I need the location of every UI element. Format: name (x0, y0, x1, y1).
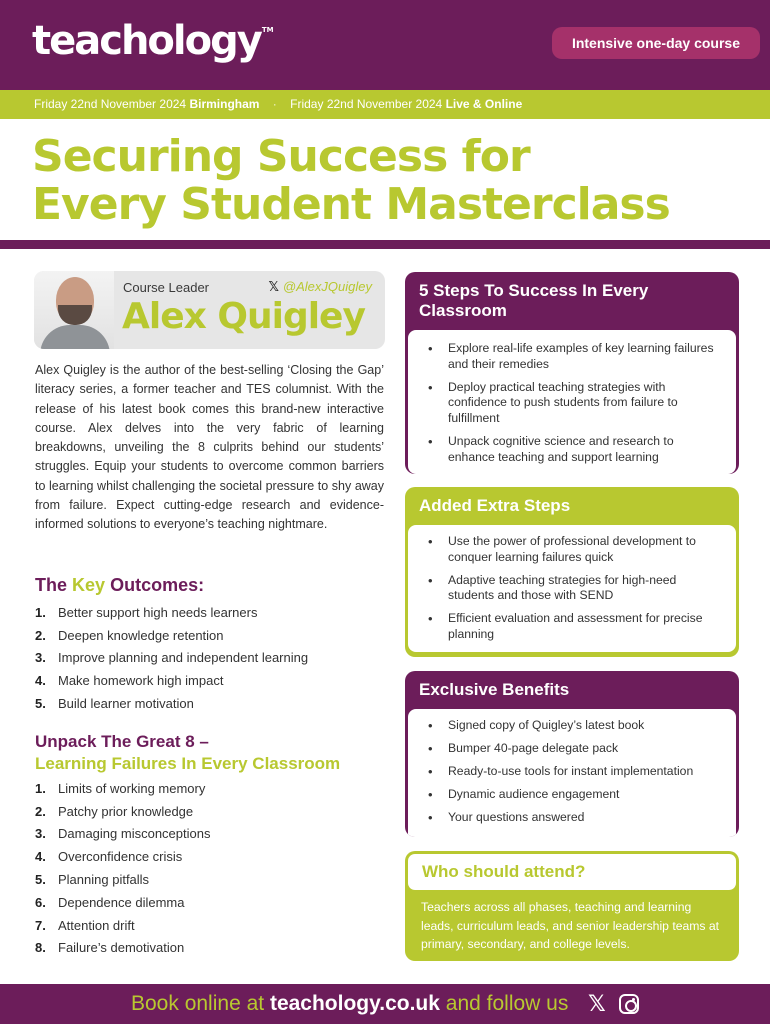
list-item (35, 800, 210, 823)
teachology-logo[interactable] (32, 18, 274, 64)
twitter-handle: @AlexJQuigley (282, 279, 372, 294)
location-birmingham: Birmingham (189, 97, 260, 111)
leader-name: Alex Quigley (122, 296, 365, 337)
course-leader-card (34, 271, 385, 349)
leader-bio: Alex Quigley is the author of the best-selling ‘Closing the Gap’ literacy series, a former teacher and TES columnist. With the release of his latest book comes this brand-new interactive course. Alex delves into the very fabric of learning breakdowns, unveiling the 8 culprits behind our students’ struggles. Equip your students to overcome common barriers to learning whilst challenging the societal pressure to shy away from failure. Expect cutting-edge research and evidence-informed solutions to everyone’s teaching nightmare. (35, 363, 384, 532)
list-item: • Efficient evaluation and assessment for precise planning (426, 611, 722, 642)
date-online: Friday 22nd November 2024 (290, 97, 443, 111)
list-item: • Your questions answered (426, 810, 722, 826)
list-item (35, 647, 308, 670)
twitter-handle-link[interactable] (268, 279, 372, 295)
item-number: 4. (35, 849, 46, 865)
location-online: Live & Online (445, 97, 523, 111)
key-outcomes-heading (35, 575, 204, 596)
list-item (35, 868, 210, 891)
item-text: Attention drift (58, 917, 135, 933)
list-item (35, 914, 210, 937)
added-extra-steps-heading: Added Extra Steps (419, 496, 571, 515)
list-item (35, 891, 210, 914)
item-text: Planning pitfalls (58, 872, 150, 888)
list-item (35, 823, 210, 846)
logo-text: teachology (32, 18, 261, 64)
item-number: 6. (35, 894, 46, 910)
item-number: 1. (35, 604, 46, 620)
list-item (35, 777, 210, 800)
date-birmingham: Friday 22nd November 2024 (34, 97, 187, 111)
footer-bar (0, 984, 770, 1024)
who-should-attend-text: Teachers across all phases, teaching and learning leads, curriculum leads, and senior leadership teams at primary, secondary, and college levels. (421, 900, 720, 951)
exclusive-benefits-box (405, 671, 739, 837)
item-number: 2. (35, 803, 46, 819)
list-item: • Dynamic audience engagement (426, 787, 722, 803)
list-item (35, 845, 210, 868)
great-8-list (35, 777, 210, 959)
item-text: Limits of working memory (58, 780, 206, 796)
great-8-heading-line-2: Learning Failures In Every Classroom (35, 754, 341, 773)
date-bar (0, 90, 770, 119)
heading-the: The (35, 575, 68, 595)
leader-photo (34, 271, 114, 349)
list-item (35, 669, 308, 692)
item-number: 1. (35, 780, 46, 796)
item-text: Build learner motivation (58, 696, 194, 712)
exclusive-benefits-body (408, 709, 736, 837)
item-number: 3. (35, 650, 46, 666)
item-number: 4. (35, 673, 46, 689)
five-steps-box (405, 272, 739, 474)
list-item: • Use the power of professional development to conquer learning failures quick (426, 534, 722, 565)
date-separator: · (272, 97, 277, 111)
exclusive-benefits-heading: Exclusive Benefits (419, 680, 570, 699)
list-item (35, 692, 308, 715)
item-text: Better support high needs learners (58, 604, 258, 620)
title-divider (0, 240, 770, 249)
booking-pre: Book online at (131, 992, 265, 1015)
who-should-attend-box (405, 851, 739, 961)
list-item: • Adaptive teaching strategies for high-need students and those with SEND (426, 573, 722, 604)
five-steps-heading: 5 Steps To Success In Every Classroom (419, 281, 649, 320)
item-text: Patchy prior knowledge (58, 803, 194, 819)
list-item: • Ready-to-use tools for instant implementation (426, 764, 722, 780)
logo-trademark: TM (261, 26, 274, 34)
who-should-attend-heading: Who should attend? (408, 854, 736, 890)
key-outcomes-list (35, 601, 308, 715)
added-extra-steps-box (405, 487, 739, 657)
five-steps-body (408, 330, 736, 474)
item-number: 8. (35, 940, 46, 956)
added-extra-steps-body (408, 525, 736, 652)
great-8-heading-line-1: Unpack The Great 8 – (35, 732, 209, 751)
item-text: Deepen knowledge retention (58, 627, 224, 643)
great-8-heading (35, 731, 340, 775)
item-text: Improve planning and independent learning (58, 650, 309, 666)
page-title (32, 133, 670, 229)
title-line-2: Every Student Masterclass (32, 179, 670, 230)
item-number: 5. (35, 696, 46, 712)
booking-post: and follow us (445, 992, 569, 1015)
item-text: Failure’s demotivation (58, 940, 185, 956)
heading-outcomes: Outcomes: (110, 575, 205, 595)
x-icon: 𝕏 (268, 279, 279, 294)
list-item: • Bumper 40-page delegate pack (426, 741, 722, 757)
item-number: 5. (35, 872, 46, 888)
course-leader-label: Course Leader (123, 280, 209, 295)
instagram-icon[interactable] (619, 994, 639, 1014)
list-item: • Explore real-life examples of key learning failures and their remedies (426, 341, 722, 372)
list-item: • Signed copy of Quigley’s latest book (426, 718, 722, 734)
list-item: • Deploy practical teaching strategies with confidence to push students from failure to fulfillment (426, 380, 722, 427)
course-type-badge: Intensive one-day course (552, 27, 760, 59)
list-item (35, 624, 308, 647)
item-text: Dependence dilemma (58, 894, 185, 910)
website-link[interactable]: teachology.co.uk (269, 992, 440, 1015)
x-social-icon[interactable]: 𝕏 (588, 991, 606, 1016)
item-number: 2. (35, 627, 46, 643)
list-item: • Unpack cognitive science and research to enhance teaching and support learning (426, 434, 722, 465)
list-item (35, 937, 210, 960)
list-item (35, 601, 308, 624)
item-number: 7. (35, 917, 46, 933)
item-text: Make homework high impact (58, 673, 224, 689)
title-line-1: Securing Success for (32, 131, 530, 182)
item-text: Damaging misconceptions (58, 826, 211, 842)
booking-text (131, 990, 568, 1018)
item-number: 3. (35, 826, 46, 842)
heading-key: Key (72, 575, 106, 595)
item-text: Overconfidence crisis (58, 849, 183, 865)
header-bar (0, 0, 770, 90)
